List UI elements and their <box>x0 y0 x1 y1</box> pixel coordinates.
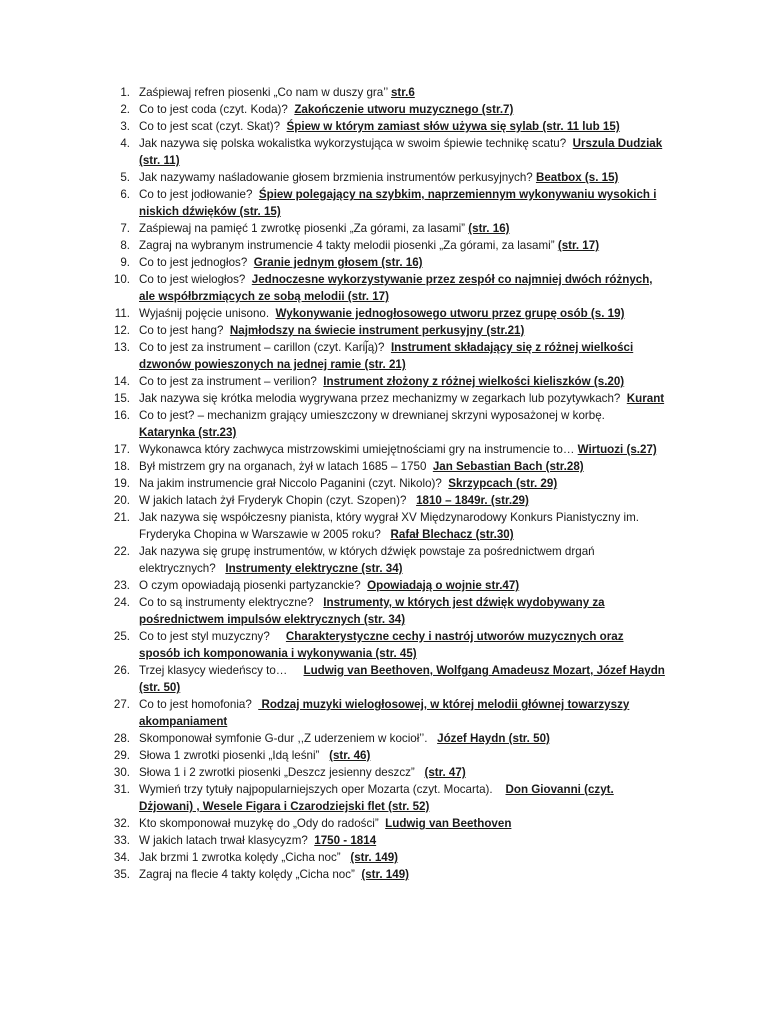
question-body <box>139 475 666 492</box>
question-body <box>139 747 666 764</box>
question-body <box>139 849 666 866</box>
question-number: 34. <box>113 851 130 864</box>
question-number: 17. <box>113 443 130 456</box>
question-item <box>110 339 666 373</box>
question-number: 15. <box>113 392 130 405</box>
question-body <box>139 305 666 322</box>
question-item <box>110 186 666 220</box>
answer-text: (str. 149) <box>350 851 399 864</box>
answer-text: Ludwig van Beethoven, Wolfgang Amadeusz Mozart, Józef Haydn (str. 50) <box>139 664 665 694</box>
question-number: 32. <box>113 817 130 830</box>
question-number: 4. <box>120 137 130 150</box>
answer-text: Jan Sebastian Bach (str.28) <box>432 460 584 473</box>
question-item <box>110 866 666 883</box>
question-body <box>139 492 666 509</box>
question-text: Zagraj na flecie 4 takty kolędy „Cicha noc” <box>139 868 362 881</box>
answer-text: Opowiadają o wojnie str.47) <box>367 579 520 592</box>
question-item <box>110 441 666 458</box>
question-text: Jak nazywa się polska wokalistka wykorzystująca w swoim śpiewie technikę scatu? <box>139 137 573 150</box>
answer-text: Katarynka (str.23) <box>139 426 237 439</box>
question-item <box>110 458 666 475</box>
question-number: 6. <box>120 188 130 201</box>
question-number: 25. <box>113 630 130 643</box>
question-body <box>139 543 666 577</box>
answer-text: Rodzaj muzyki wielogłosowej, w której melodii głównej towarzyszy akompaniament <box>139 698 630 728</box>
answer-text: Józef Haydn (str. 50) <box>437 732 550 745</box>
question-item <box>110 254 666 271</box>
question-item <box>110 662 666 696</box>
answer-text: Rafał Blechacz (str.30) <box>390 528 514 541</box>
answer-text: 1810 – 1849r. (str.29) <box>416 494 529 507</box>
question-item <box>110 764 666 781</box>
question-item <box>110 84 666 101</box>
question-text: Słowa 1 i 2 zwrotki piosenki „Deszcz jesienny deszcz” <box>139 766 425 779</box>
question-text: Co to jest za instrument – carillon (czyt. Karij̃ą)? <box>139 341 391 354</box>
question-text: Zaśpiewaj na pamięć 1 zwrotkę piosenki „Za górami, za lasami” <box>139 222 469 235</box>
answer-text: (str. 17) <box>557 239 600 252</box>
question-number: 12. <box>113 324 130 337</box>
question-body <box>139 135 666 169</box>
question-item <box>110 271 666 305</box>
question-item <box>110 696 666 730</box>
question-item <box>110 577 666 594</box>
question-item <box>110 781 666 815</box>
question-body <box>139 101 666 118</box>
question-body <box>139 237 666 254</box>
question-text: Skomponował symfonie G-dur ,,Z uderzeniem w kocioł’’. <box>139 732 438 745</box>
question-number: 33. <box>113 834 130 847</box>
question-item <box>110 475 666 492</box>
question-text: Zaśpiewaj refren piosenki „Co nam w duszy gra’’ <box>139 86 391 99</box>
question-item <box>110 118 666 135</box>
question-text: Co to jest coda (czyt. Koda)? <box>139 103 295 116</box>
question-number: 29. <box>113 749 130 762</box>
question-item <box>110 305 666 322</box>
question-item <box>110 322 666 339</box>
question-item <box>110 373 666 390</box>
question-item <box>110 628 666 662</box>
question-item <box>110 747 666 764</box>
question-item <box>110 135 666 169</box>
question-number: 23. <box>113 579 130 592</box>
question-text: Na jakim instrumencie grał Niccolo Paganini (czyt. Nikolo)? <box>139 477 449 490</box>
question-number: 3. <box>120 120 130 133</box>
question-body <box>139 169 666 186</box>
question-number: 10. <box>113 273 130 286</box>
question-text: Trzej klasycy wiedeńscy to… <box>139 664 304 677</box>
question-body <box>139 390 666 407</box>
question-number: 19. <box>113 477 130 490</box>
question-body <box>139 577 666 594</box>
question-item <box>110 220 666 237</box>
answer-text: Śpiew polegający na szybkim, naprzemiennym wykonywaniu wysokich i niskich dźwięków (str. 15) <box>139 188 657 218</box>
question-text: Jak brzmi 1 zwrotka kolędy „Cicha noc” <box>139 851 351 864</box>
question-body <box>139 220 666 237</box>
question-text: Jak nazywa się grupę instrumentów, w których dźwięk powstaje za pośrednictwem drgań elektrycznych? <box>139 545 598 575</box>
question-text: Co to jest jednogłos? <box>139 256 254 269</box>
question-item <box>110 849 666 866</box>
answer-text: Kurant <box>626 392 665 405</box>
question-text: Wymień trzy tytuły najpopularniejszych oper Mozarta (czyt. Mocarta). <box>139 783 506 796</box>
question-number: 28. <box>113 732 130 745</box>
question-number: 11. <box>114 307 130 320</box>
question-text: Co to jest hang? <box>139 324 230 337</box>
answer-text: Śpiew w którym zamiast słów używa się sylab (str. 11 lub 15) <box>286 120 620 133</box>
question-body <box>139 764 666 781</box>
question-text: Słowa 1 zwrotki piosenki „Idą leśni” <box>139 749 330 762</box>
question-body <box>139 458 666 475</box>
question-number: 26. <box>113 664 130 677</box>
question-body <box>139 407 666 441</box>
question-number: 7. <box>120 222 130 235</box>
answer-text: (str. 149) <box>361 868 410 881</box>
answer-text: Najmłodszy na świecie instrument perkusyjny (str.21) <box>229 324 525 337</box>
question-number: 13. <box>113 341 130 354</box>
answer-text: Charakterystyczne cechy i nastrój utworów muzycznych oraz sposób ich komponowania i wykonywania (str. 45) <box>139 630 624 660</box>
question-body <box>139 339 666 373</box>
question-text: Co to jest styl muzyczny? <box>139 630 286 643</box>
question-body <box>139 84 666 101</box>
question-number: 30. <box>113 766 130 779</box>
answer-text: Urszula Dudziak (str. 11) <box>139 137 663 167</box>
question-item <box>110 390 666 407</box>
answer-text: Instrument złożony z różnej wielkości kieliszków (s.20) <box>323 375 625 388</box>
question-body <box>139 322 666 339</box>
question-item <box>110 543 666 577</box>
question-item <box>110 169 666 186</box>
question-body <box>139 628 666 662</box>
answer-text: Don Giovanni (czyt. Dżjowani) , Wesele Figara i Czarodziejski flet (str. 52) <box>139 783 614 813</box>
question-item <box>110 407 666 441</box>
question-text: Co to są instrumenty elektryczne? <box>139 596 324 609</box>
question-body <box>139 832 666 849</box>
question-text: Jak nazywa się współczesny pianista, który wygrał XV Międzynarodowy Konkurs Pianistyczny im. Fryderyka Chopina w Warszawie w 2005 roku? <box>139 511 643 541</box>
answer-text: Beatbox (s. 15) <box>535 171 619 184</box>
answer-text: Wykonywanie jednogłosowego utworu przez grupę osób (s. 19) <box>275 307 625 320</box>
answer-text: Ludwig van Beethoven <box>385 817 512 830</box>
question-text: Co to jest za instrument – verilion? <box>139 375 324 388</box>
question-body <box>139 730 666 747</box>
question-number: 31. <box>113 783 130 796</box>
question-text: Co to jest homofonia? <box>139 698 259 711</box>
question-number: 21. <box>113 511 130 524</box>
question-text: W jakich latach trwał klasycyzm? <box>139 834 315 847</box>
question-text: Co to jest jodłowanie? <box>139 188 259 201</box>
question-number: 8. <box>120 239 130 252</box>
question-body <box>139 254 666 271</box>
answer-text: Instrumenty, w których jest dźwięk wydobywany za pośrednictwem impulsów elektrycznych (str. 34) <box>139 596 605 626</box>
question-number: 35. <box>113 868 130 881</box>
answer-text: Skrzypcach (str. 29) <box>448 477 558 490</box>
question-number: 24. <box>113 596 130 609</box>
question-body <box>139 696 666 730</box>
answer-text: 1750 - 1814 <box>314 834 377 847</box>
question-body <box>139 594 666 628</box>
question-number: 22. <box>113 545 130 558</box>
question-text: O czym opowiadają piosenki partyzanckie? <box>139 579 368 592</box>
question-text: Co to jest wielogłos? <box>139 273 252 286</box>
question-text: Jak nazywa się krótka melodia wygrywana przez mechanizmy w zegarkach lub pozytywkach? <box>139 392 627 405</box>
answer-text: Wirtuozi (s.27) <box>577 443 657 456</box>
question-body <box>139 815 666 832</box>
question-body <box>139 271 666 305</box>
question-body <box>139 866 666 883</box>
answer-text: (str. 46) <box>329 749 371 762</box>
question-text: Zagraj na wybranym instrumencie 4 takty melodii piosenki „Za górami, za lasami” <box>139 239 558 252</box>
question-item <box>110 492 666 509</box>
question-text: Był mistrzem gry na organach, żył w latach 1685 – 1750 <box>139 460 433 473</box>
question-body <box>139 509 666 543</box>
question-body <box>139 373 666 390</box>
answer-text: Instrument składający się z różnej wielkości dzwonów powieszonych na jednej ramie (str. 21) <box>139 341 634 371</box>
question-body <box>139 662 666 696</box>
question-text: Wykonawca który zachwyca mistrzowskimi umiejętnościami gry na instrumencie to… <box>139 443 578 456</box>
question-text: Kto skomponował muzykę do „Ody do radości” <box>139 817 386 830</box>
question-body <box>139 441 666 458</box>
question-item <box>110 101 666 118</box>
question-number: 18. <box>113 460 130 473</box>
answer-text: Jednoczesne wykorzystywanie przez zespół co najmniej dwóch różnych, ale współbrzmiących ze sobą melodii (str. 17) <box>139 273 653 303</box>
question-body <box>139 186 666 220</box>
question-item <box>110 730 666 747</box>
answer-text: Instrumenty elektryczne (str. 34) <box>225 562 403 575</box>
question-item <box>110 594 666 628</box>
question-number: 2. <box>120 103 130 116</box>
question-item <box>110 237 666 254</box>
question-item <box>110 815 666 832</box>
question-number: 14. <box>113 375 130 388</box>
question-number: 9. <box>120 256 130 269</box>
question-text: Jak nazywamy naśladowanie głosem brzmienia instrumentów perkusyjnych? <box>139 171 536 184</box>
question-number: 20. <box>113 494 130 507</box>
answer-text: (str. 16) <box>468 222 510 235</box>
question-number: 27. <box>113 698 130 711</box>
question-list <box>110 84 666 883</box>
question-body <box>139 781 666 815</box>
question-item <box>110 509 666 543</box>
question-text: Co to jest? – mechanizm grający umieszczony w drewnianej skrzyni wyposażonej w korbę. <box>139 409 612 422</box>
answer-text: Granie jednym głosem (str. 16) <box>253 256 423 269</box>
question-text: Co to jest scat (czyt. Skat)? <box>139 120 287 133</box>
question-number: 1. <box>120 86 130 99</box>
question-number: 16. <box>113 409 130 422</box>
answer-text: str.6 <box>390 86 415 99</box>
answer-text: (str. 47) <box>424 766 466 779</box>
question-item <box>110 832 666 849</box>
question-text: Wyjaśnij pojęcie unisono. <box>139 307 276 320</box>
question-text: W jakich latach żył Fryderyk Chopin (czyt. Szopen)? <box>139 494 417 507</box>
answer-text: Zakończenie utworu muzycznego (str.7) <box>294 103 514 116</box>
question-number: 5. <box>120 171 130 184</box>
question-body <box>139 118 666 135</box>
